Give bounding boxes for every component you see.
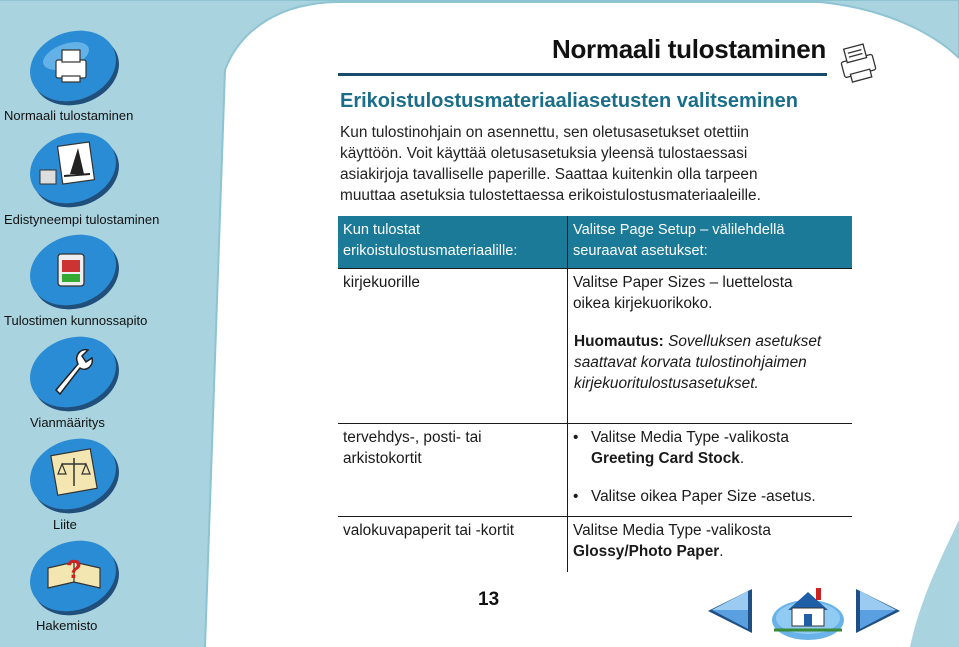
scales-document-icon	[18, 436, 128, 516]
note-text: Sovelluksen asetukset saattavat korvata tulostinohjaimen kirjekuoritulostusasetukset.	[574, 333, 822, 392]
wrench-icon	[18, 334, 128, 414]
sidebar-item-label: Tulostimen kunnossapito	[4, 313, 148, 328]
photo-sailboat-icon	[18, 130, 128, 210]
sidebar-item-maintenance[interactable]	[0, 232, 170, 332]
ink-cartridge-icon	[18, 232, 128, 312]
bullet-marker: •	[573, 488, 579, 505]
sidebar-item-label: Liite	[53, 517, 77, 532]
table-cell-media: kirjekuorille	[343, 274, 420, 291]
sidebar-item-label: Normaali tulostaminen	[4, 108, 134, 123]
sidebar-item-label: Vianmääritys	[30, 415, 105, 430]
table-cell-media: valokuvapaperit tai -kortit	[343, 522, 515, 539]
sidebar-item-index[interactable]	[0, 538, 170, 638]
intro-paragraph: Kun tulostinohjain on asennettu, sen oletusasetukset otettiin käyttöön. Voit käyttää oletusasetuksia yleensä tulostaessasi asiakirjoja tavalliselle paperille. Saattaa kuitenkin olla tarpeen muuttaa asetuksia tulostettaessa erikoistulostusmateriaaleille.	[340, 124, 761, 204]
note-label: Huomautus:	[574, 333, 664, 350]
bullet-text: Valitse oikea Paper Size -asetus.	[591, 488, 816, 505]
sidebar-item-appendix[interactable]	[0, 436, 170, 536]
sidebar-item-normal-printing[interactable]	[0, 28, 170, 128]
table-cell-note	[574, 331, 834, 394]
section-heading: Erikoistulostusmateriaaliasetusten valitseminen	[340, 90, 798, 112]
sidebar-item-label: Edistyneempi tulostaminen	[4, 212, 160, 227]
help-book-icon	[18, 538, 128, 618]
sidebar-item-troubleshooting[interactable]	[0, 334, 170, 434]
page-number: 13	[478, 589, 500, 610]
page-title: Normaali tulostaminen	[552, 34, 826, 64]
table-cell-media: tervehdys-, posti- tai arkistokortit	[343, 429, 482, 467]
next-page-arrow-icon[interactable]	[852, 585, 904, 637]
row-divider	[338, 516, 852, 517]
printer-icon	[18, 28, 128, 108]
sidebar-item-advanced-printing[interactable]	[0, 130, 170, 230]
list-item	[573, 486, 843, 508]
list-item	[573, 427, 843, 469]
column-header-media: Kun tulostat erikoistulostusmateriaalille:	[343, 222, 518, 259]
previous-page-arrow-icon[interactable]	[704, 585, 756, 637]
sidebar-item-label: Hakemisto	[36, 618, 98, 633]
column-divider	[567, 216, 568, 572]
bullet-text: Valitse Media Type -valikosta Greeting Card Stock.	[591, 429, 789, 467]
row-divider	[338, 268, 852, 269]
column-header-settings: Valitse Page Setup – välilehdellä seuraavat asetukset:	[573, 222, 785, 259]
bullet-marker: •	[573, 429, 579, 446]
row-divider	[338, 423, 852, 424]
printer-icon	[836, 42, 880, 86]
title-divider	[338, 73, 827, 76]
table-cell-setting: Valitse Media Type -valikosta Glossy/Photo Paper.	[573, 522, 771, 560]
media-settings-table	[338, 216, 852, 576]
svg-text:?: ?	[66, 554, 82, 584]
table-cell-setting: Valitse Paper Sizes – luettelosta oikea kirjekuorikoko.	[573, 274, 793, 312]
home-icon[interactable]	[770, 580, 846, 642]
